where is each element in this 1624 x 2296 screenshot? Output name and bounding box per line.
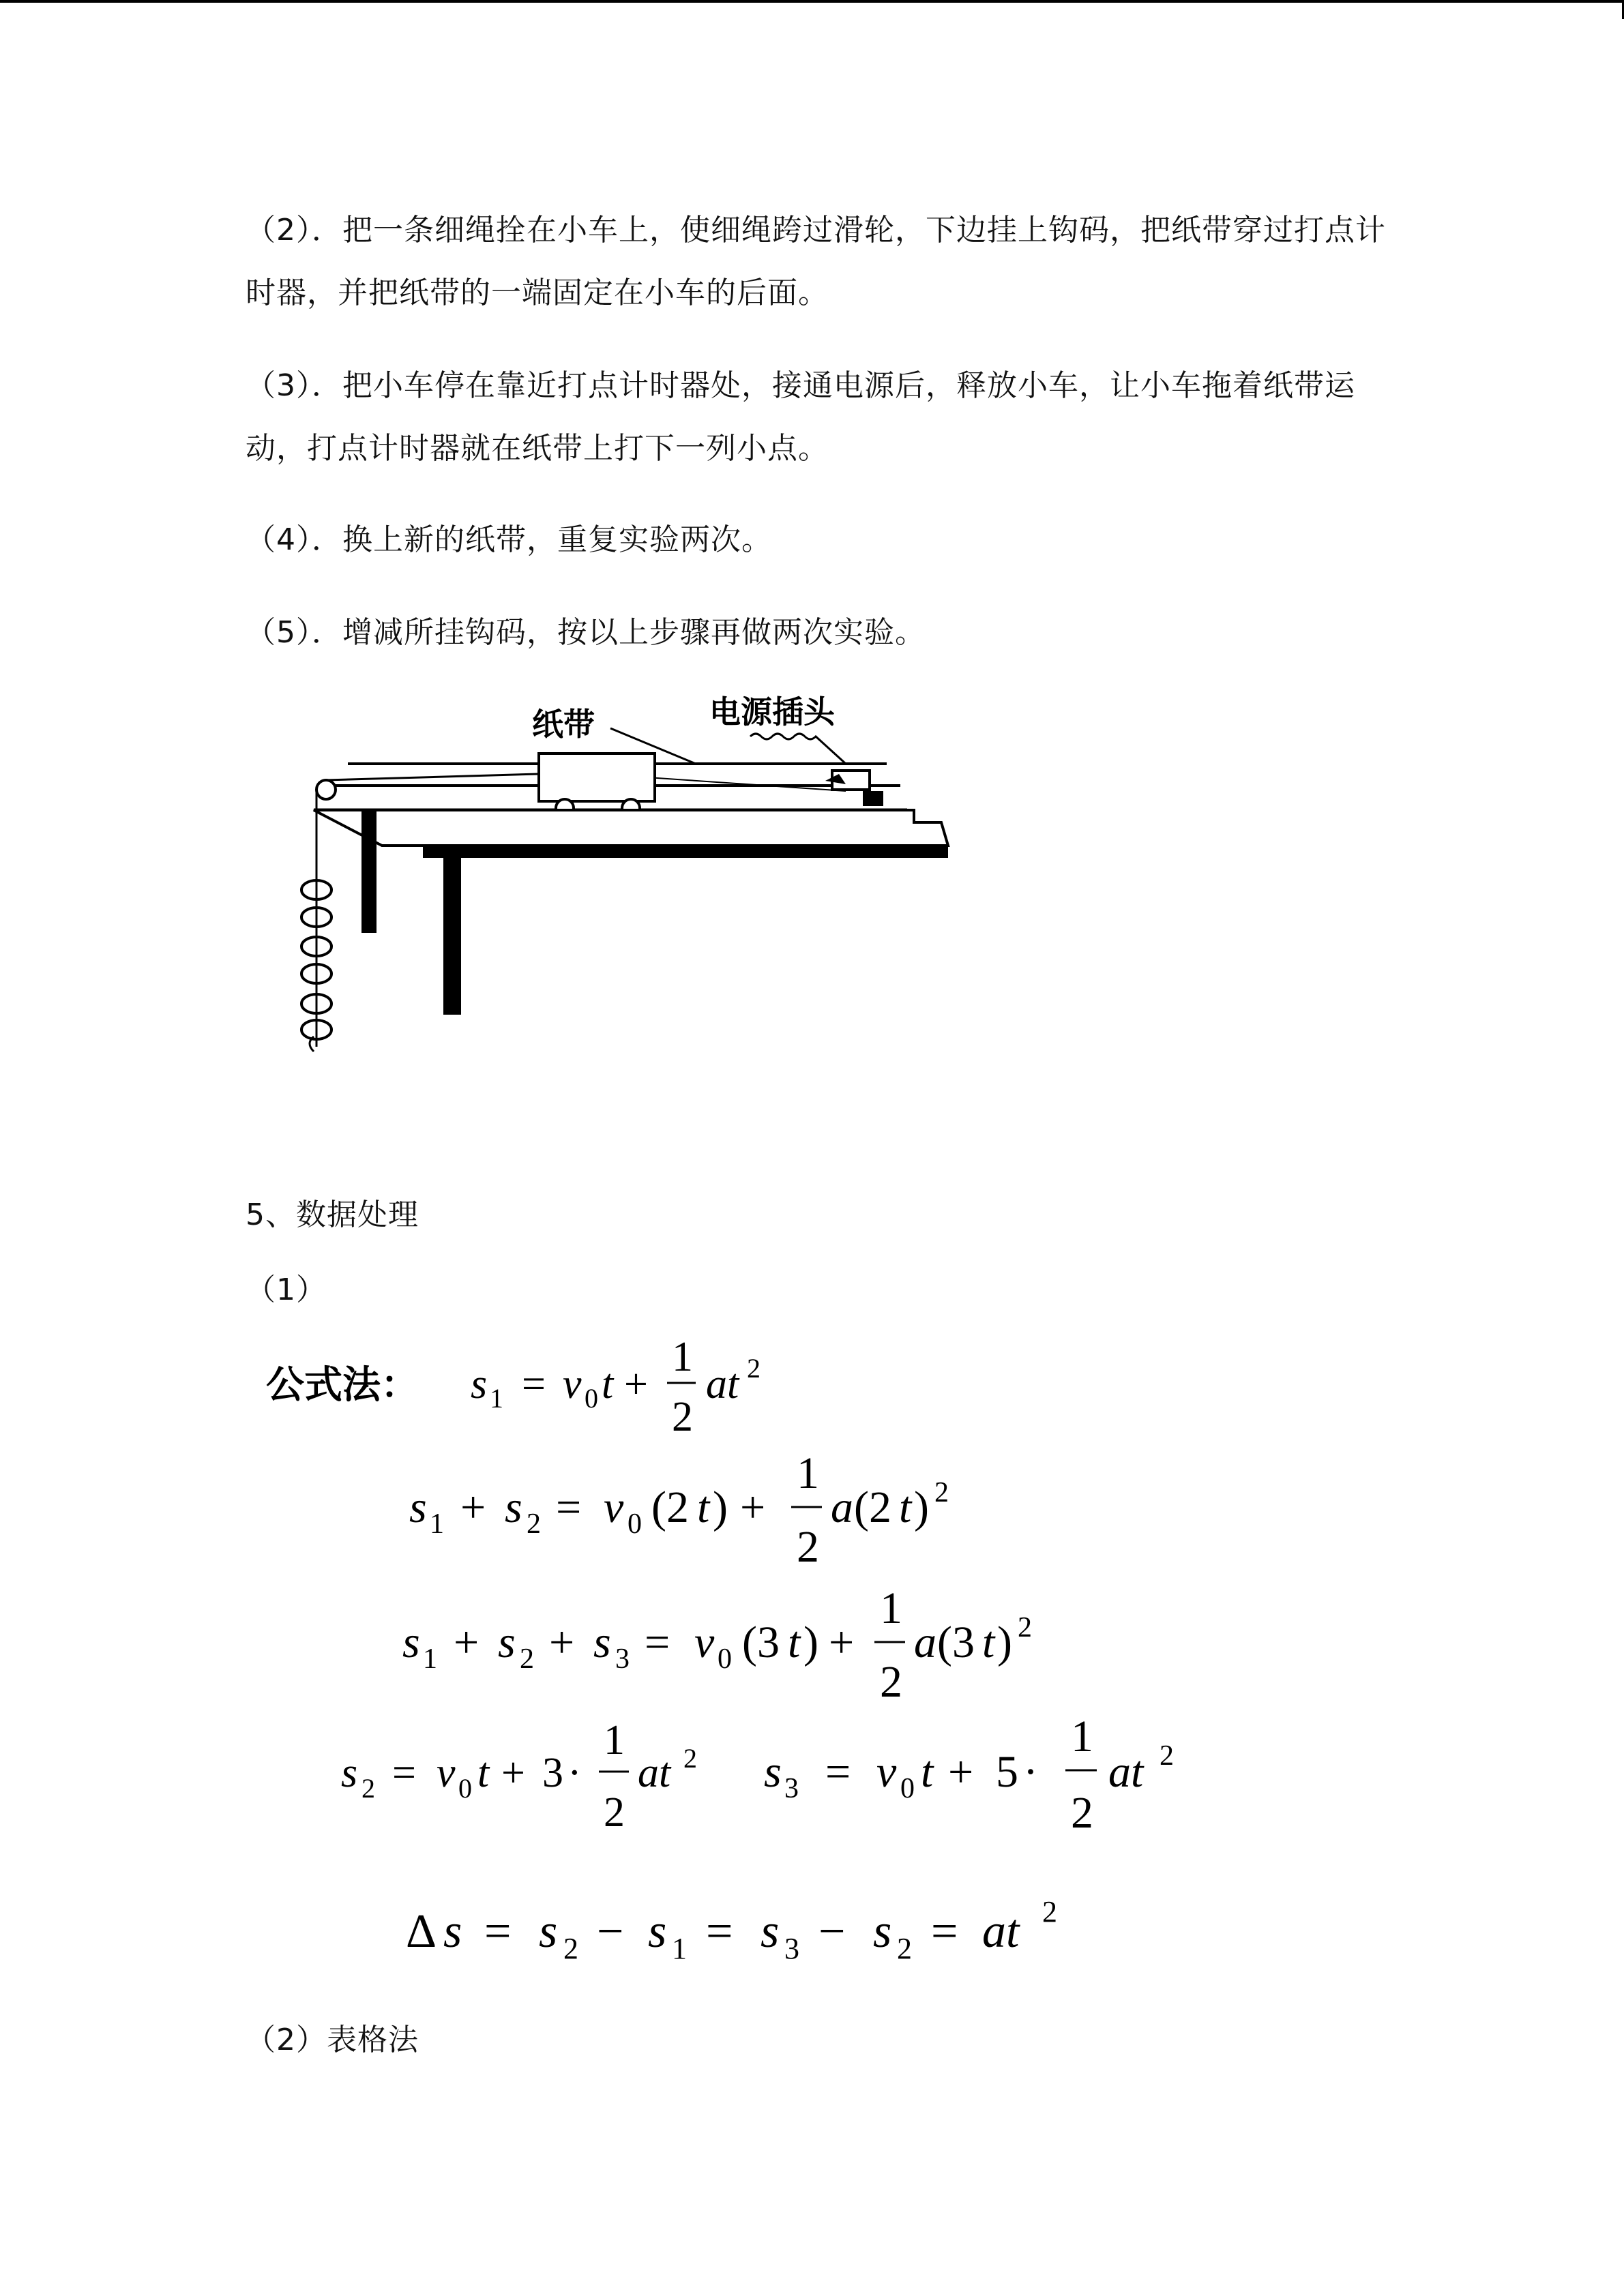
- table-leg-back: [361, 810, 377, 933]
- power-cord: [750, 734, 846, 764]
- svg-text:(2: (2: [651, 1482, 689, 1532]
- string-horizontal: [326, 774, 539, 780]
- step-4-text: （4）．换上新的纸带，重复实验两次。: [246, 522, 772, 557]
- svg-text:at: at: [1108, 1747, 1144, 1797]
- svg-text:s: s: [471, 1361, 488, 1407]
- svg-text:): ): [713, 1482, 728, 1532]
- svg-text:0: 0: [718, 1643, 732, 1675]
- svg-text:v: v: [604, 1482, 624, 1532]
- subsection-1: （1）: [246, 1272, 327, 1307]
- svg-text:3: 3: [542, 1750, 563, 1796]
- svg-text:2: 2: [527, 1508, 541, 1540]
- svg-text:s: s: [341, 1750, 358, 1796]
- svg-text:2: 2: [563, 1932, 578, 1965]
- apparatus-figure: [246, 689, 955, 1071]
- svg-text:1: 1: [423, 1643, 437, 1675]
- svg-text:s: s: [402, 1617, 420, 1667]
- svg-text:at: at: [706, 1361, 739, 1407]
- svg-text:2: 2: [604, 1789, 625, 1836]
- svg-text:+: +: [454, 1617, 479, 1667]
- subsection-2: （2）表格法: [246, 2023, 419, 2057]
- svg-text:+: +: [624, 1361, 648, 1407]
- svg-text:v: v: [437, 1750, 456, 1796]
- svg-text:): ): [914, 1482, 929, 1532]
- svg-text:Δ: Δ: [406, 1905, 437, 1958]
- svg-text:=: =: [931, 1905, 958, 1958]
- equation-2: [409, 1448, 949, 1572]
- svg-text:t: t: [899, 1482, 912, 1532]
- svg-text:t: t: [602, 1361, 614, 1407]
- cart-body: [539, 754, 655, 801]
- hanging-weights: [301, 873, 331, 1052]
- svg-text:+: +: [740, 1482, 766, 1532]
- svg-text:=: =: [392, 1750, 416, 1796]
- svg-text:+: +: [549, 1617, 575, 1667]
- pulley: [316, 780, 336, 799]
- equation-3: [402, 1583, 1032, 1707]
- paper-tape: [628, 776, 846, 791]
- svg-text:(2: (2: [854, 1482, 891, 1532]
- svg-text:s: s: [593, 1617, 611, 1667]
- svg-text:s: s: [409, 1482, 427, 1532]
- equation-1: [471, 1334, 761, 1440]
- svg-text:t: t: [788, 1617, 801, 1667]
- svg-text:2: 2: [897, 1932, 912, 1965]
- svg-text:1: 1: [490, 1383, 503, 1414]
- svg-text:=: =: [645, 1617, 670, 1667]
- svg-text:+: +: [460, 1482, 486, 1532]
- table-leg-front: [443, 858, 461, 1015]
- svg-text:at: at: [982, 1905, 1020, 1958]
- svg-text:): ): [803, 1617, 818, 1667]
- svg-text:at: at: [638, 1750, 671, 1796]
- svg-text:0: 0: [628, 1508, 642, 1540]
- svg-text:2: 2: [1018, 1612, 1032, 1643]
- page-top-border: [0, 0, 1624, 3]
- svg-text:2: 2: [672, 1394, 693, 1440]
- svg-text:2: 2: [520, 1643, 534, 1675]
- svg-text:2: 2: [361, 1773, 375, 1804]
- svg-text:t: t: [477, 1750, 490, 1796]
- equation-5: [406, 1895, 1057, 1965]
- svg-text:s: s: [443, 1905, 462, 1958]
- svg-text:·: ·: [1023, 1747, 1038, 1797]
- svg-text:s: s: [505, 1482, 522, 1532]
- svg-text:v: v: [694, 1617, 715, 1667]
- svg-text:1: 1: [672, 1932, 687, 1965]
- plug-label: 电源插头: [709, 694, 835, 730]
- svg-text:s: s: [761, 1905, 780, 1958]
- svg-text:1: 1: [880, 1583, 902, 1633]
- svg-text:2: 2: [747, 1353, 761, 1384]
- table-edge: [423, 846, 948, 858]
- svg-text:2: 2: [934, 1477, 949, 1508]
- svg-text:1: 1: [672, 1334, 693, 1380]
- step-2-text: （2）．把一条细绳拴在小车上，使细绳跨过滑轮，下边挂上钩码，把纸带穿过打点计时器，并把纸带的一端固定在小车的后面。: [246, 213, 1386, 310]
- svg-text:t: t: [982, 1617, 995, 1667]
- svg-text:v: v: [563, 1361, 582, 1407]
- svg-text:2: 2: [683, 1743, 697, 1774]
- svg-text:3: 3: [784, 1773, 799, 1804]
- svg-text:0: 0: [900, 1773, 915, 1804]
- svg-text:=: =: [522, 1361, 546, 1407]
- step-3-text: （3）．把小车停在靠近打点计时器处，接通电源后，释放小车，让小车拖着纸带运动，打点计时器就在纸带上打下一列小点。: [246, 368, 1355, 466]
- step-5-text: （5）．增减所挂钩码，按以上步骤再做两次实验。: [246, 615, 926, 650]
- svg-text:·: ·: [567, 1750, 582, 1796]
- svg-text:(3: (3: [742, 1617, 780, 1667]
- svg-text:a: a: [831, 1482, 853, 1532]
- svg-text:+: +: [948, 1747, 974, 1797]
- svg-text:2: 2: [797, 1522, 819, 1572]
- svg-text:a: a: [914, 1617, 936, 1667]
- svg-text:s: s: [764, 1747, 782, 1797]
- svg-text:=: =: [825, 1747, 851, 1797]
- equation-4b: [764, 1712, 1174, 1838]
- equation-4a: [341, 1717, 697, 1836]
- svg-text:0: 0: [585, 1383, 598, 1414]
- svg-text:3: 3: [784, 1932, 799, 1965]
- svg-text:1: 1: [797, 1448, 819, 1498]
- svg-text:2: 2: [1160, 1740, 1174, 1772]
- svg-text:2: 2: [1071, 1788, 1093, 1838]
- svg-text:t: t: [697, 1482, 710, 1532]
- formula-block: [0, 1309, 1624, 1991]
- svg-text:1: 1: [430, 1508, 444, 1540]
- svg-text:s: s: [873, 1905, 892, 1958]
- svg-text:3: 3: [615, 1643, 630, 1675]
- table-top: [314, 810, 948, 846]
- timer-base: [863, 791, 883, 806]
- svg-text:+: +: [501, 1750, 525, 1796]
- svg-text:5: 5: [996, 1747, 1018, 1797]
- svg-text:1: 1: [604, 1717, 625, 1763]
- svg-text:=: =: [556, 1482, 582, 1532]
- svg-text:−: −: [818, 1905, 846, 1958]
- svg-text:s: s: [498, 1617, 516, 1667]
- svg-text:s: s: [648, 1905, 667, 1958]
- svg-text:1: 1: [1071, 1712, 1093, 1761]
- formula-method-label: 公式法：: [266, 1365, 419, 1407]
- svg-text:−: −: [597, 1905, 624, 1958]
- svg-text:=: =: [484, 1905, 512, 1958]
- svg-text:v: v: [876, 1747, 897, 1797]
- svg-text:2: 2: [880, 1657, 902, 1707]
- tape-label: 纸带: [532, 706, 595, 743]
- section-title: 5、数据处理: [246, 1197, 419, 1232]
- svg-text:): ): [997, 1617, 1012, 1667]
- svg-text:2: 2: [1042, 1895, 1057, 1928]
- svg-text:(3: (3: [937, 1617, 975, 1667]
- svg-text:t: t: [921, 1747, 934, 1797]
- svg-text:=: =: [706, 1905, 733, 1958]
- svg-text:0: 0: [458, 1773, 472, 1804]
- svg-text:+: +: [829, 1617, 855, 1667]
- svg-text:s: s: [539, 1905, 558, 1958]
